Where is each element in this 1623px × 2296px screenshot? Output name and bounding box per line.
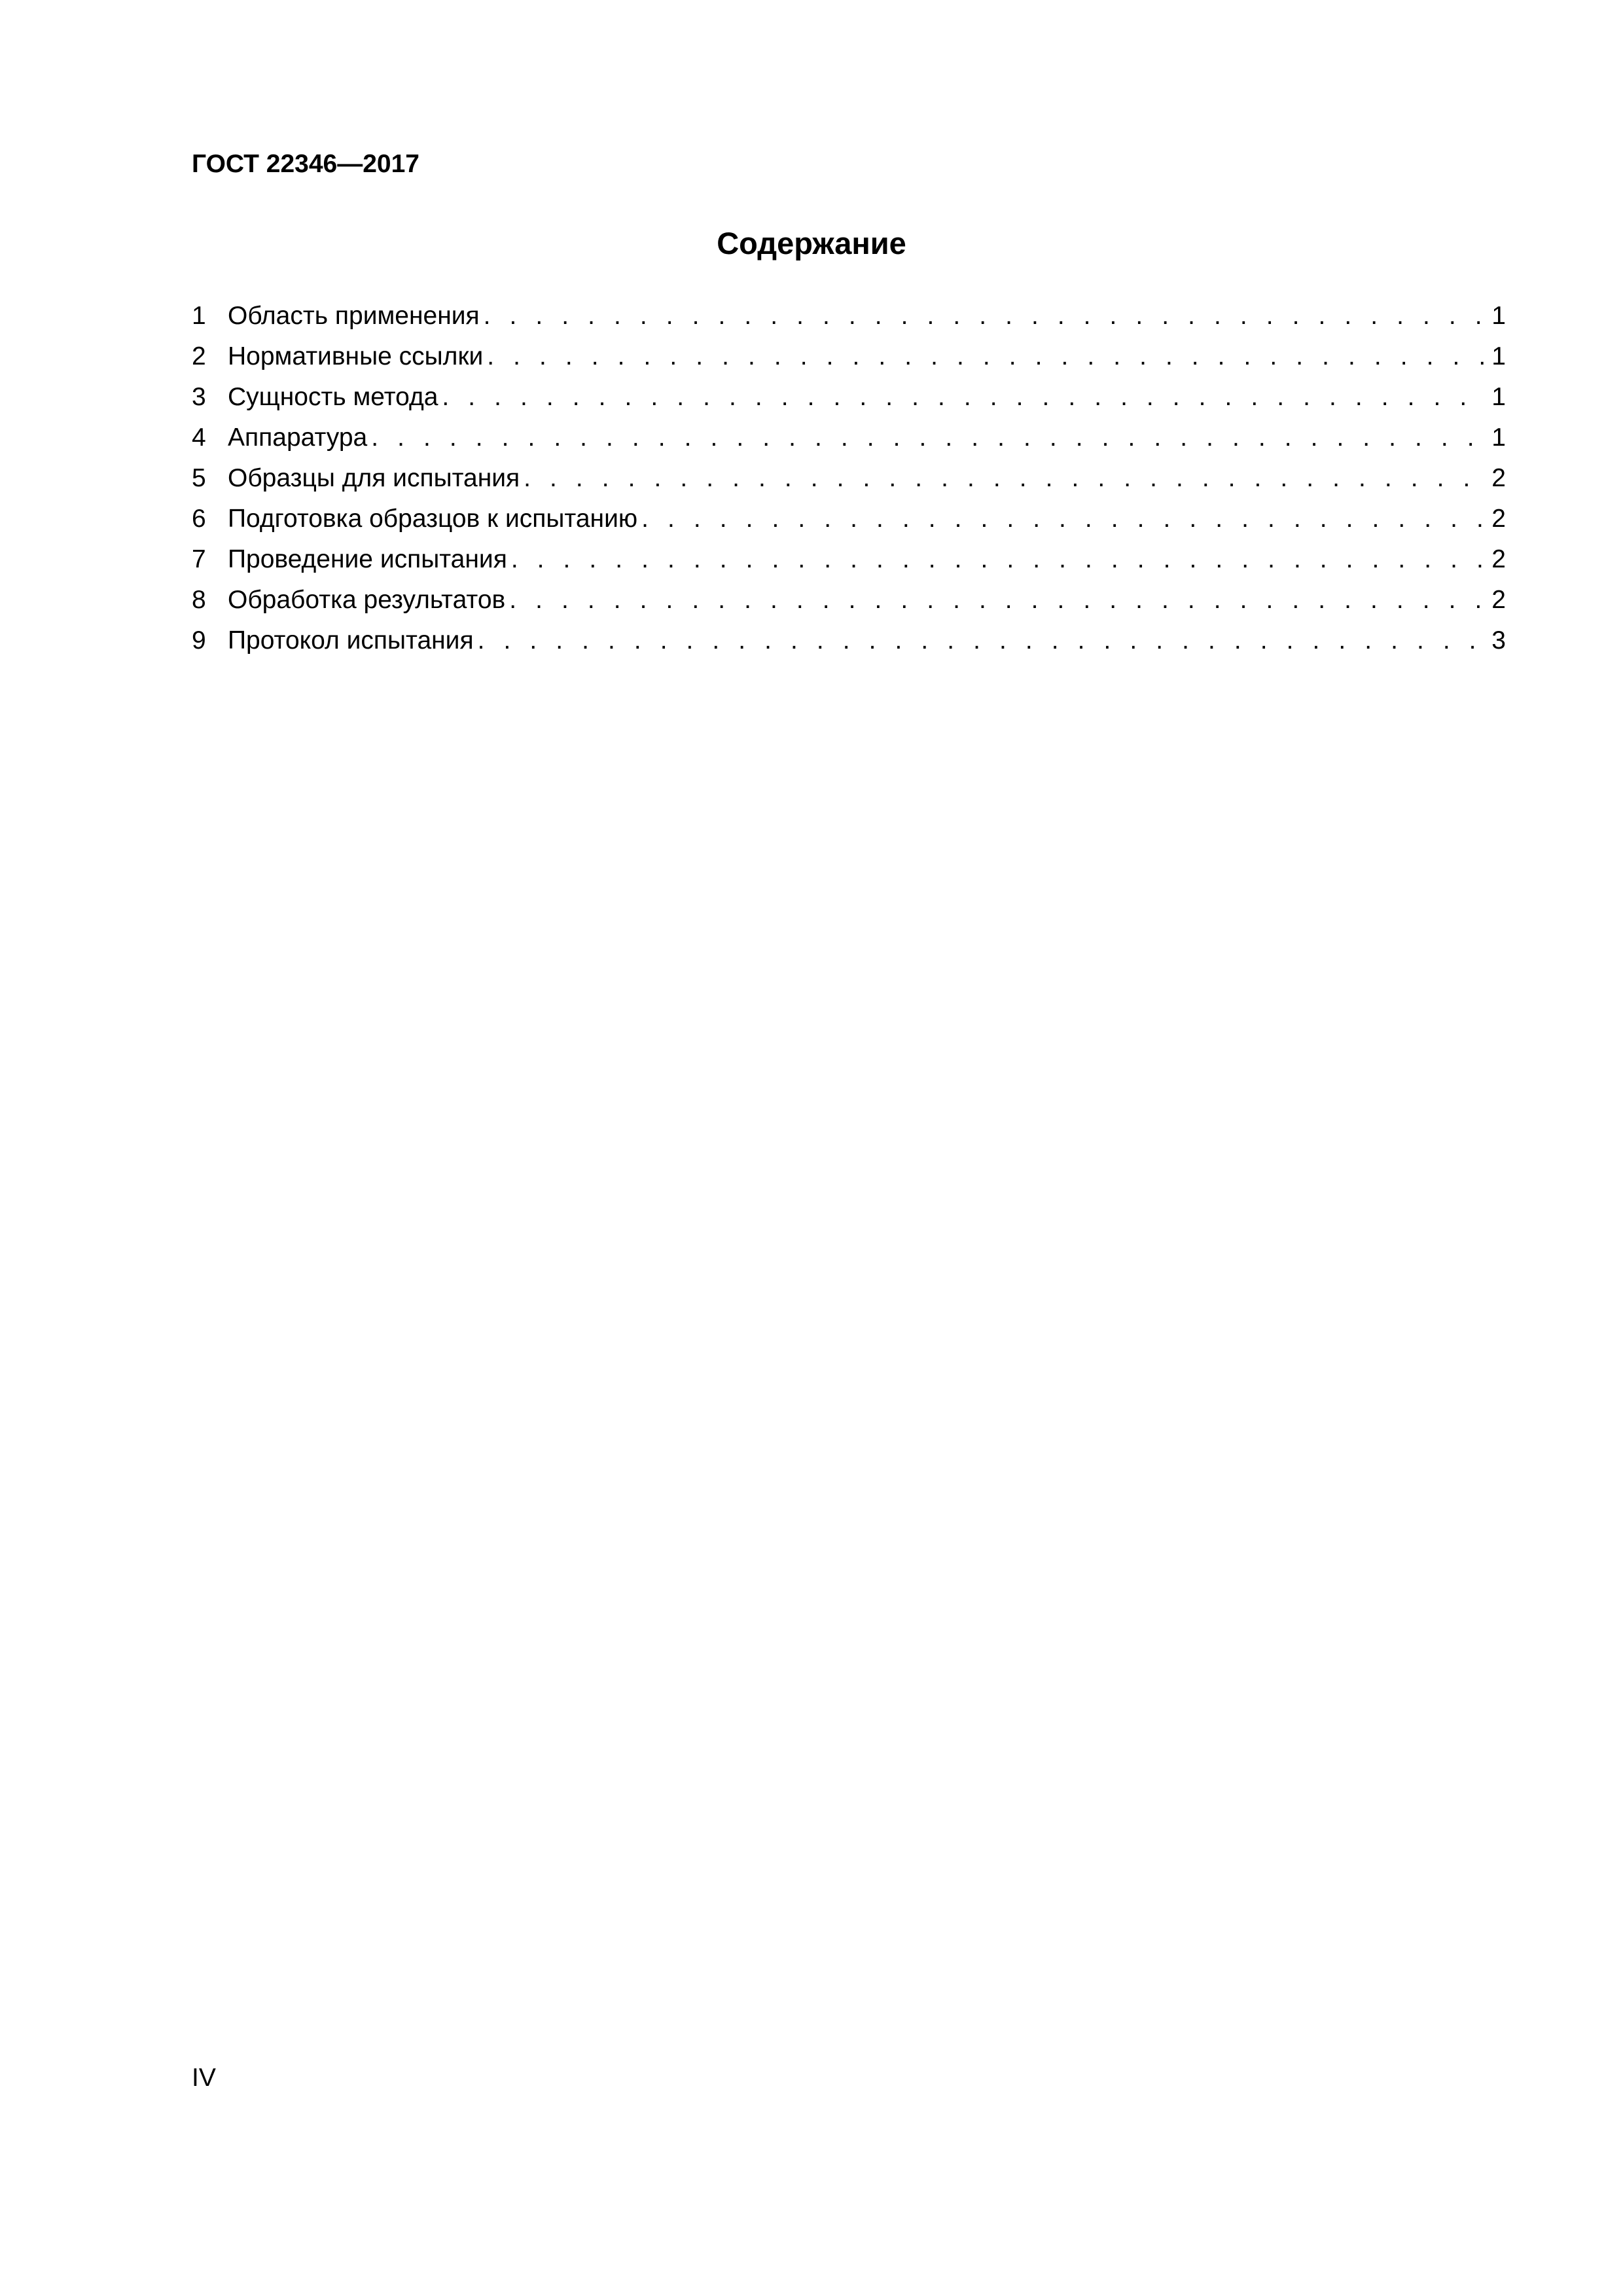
toc-entry-page: 2	[1491, 505, 1506, 533]
toc-leader-dots	[478, 626, 1486, 656]
toc-entry-label: Область применения	[228, 302, 480, 330]
toc-leader-dots	[511, 545, 1485, 575]
toc-entry-number: 2	[192, 342, 206, 370]
toc-entry-page: 1	[1491, 302, 1506, 330]
toc-entry-label: Обработка результатов	[228, 586, 506, 614]
toc-leader-dots	[641, 504, 1485, 534]
table-of-contents	[192, 301, 1506, 666]
toc-entry-number: 9	[192, 626, 206, 655]
toc-entry-specimen-preparation[interactable]	[192, 504, 1506, 545]
toc-entry-number: 6	[192, 505, 206, 533]
toc-entry-number: 3	[192, 383, 206, 411]
toc-leader-dots	[509, 585, 1485, 615]
toc-entry-label: Образцы для испытания	[228, 464, 520, 492]
page-number: IV	[192, 2064, 216, 2092]
toc-entry-label: Подготовка образцов к испытанию	[228, 505, 638, 533]
toc-entry-page: 1	[1491, 342, 1506, 370]
toc-title: Содержание	[717, 226, 906, 260]
toc-leader-dots	[371, 423, 1485, 453]
toc-entry-page: 2	[1491, 464, 1506, 492]
toc-entry-number: 4	[192, 423, 206, 452]
toc-entry-page: 1	[1491, 383, 1506, 411]
toc-entry-label: Аппаратура	[228, 423, 368, 452]
toc-entry-test-specimens[interactable]	[192, 463, 1506, 504]
toc-entry-page: 2	[1491, 586, 1506, 614]
toc-entry-label: Сущность метода	[228, 383, 438, 411]
toc-entry-method-essence[interactable]	[192, 382, 1506, 423]
toc-leader-dots	[442, 382, 1485, 412]
toc-entry-page: 2	[1491, 545, 1506, 573]
toc-entry-number: 1	[192, 302, 206, 330]
toc-entry-scope[interactable]	[192, 301, 1506, 342]
toc-entry-test-procedure[interactable]	[192, 545, 1506, 585]
toc-entry-page: 3	[1491, 626, 1506, 655]
toc-entry-label: Протокол испытания	[228, 626, 474, 655]
toc-entry-label: Проведение испытания	[228, 545, 507, 573]
toc-entry-number: 5	[192, 464, 206, 492]
toc-leader-dots	[487, 342, 1485, 372]
toc-entry-number: 7	[192, 545, 206, 573]
toc-entry-page: 1	[1491, 423, 1506, 452]
toc-leader-dots	[524, 463, 1485, 493]
toc-entry-label: Нормативные ссылки	[228, 342, 484, 370]
toc-entry-results-processing[interactable]	[192, 585, 1506, 626]
toc-entry-apparatus[interactable]	[192, 423, 1506, 463]
toc-entry-normative-references[interactable]	[192, 342, 1506, 382]
document-code: ГОСТ 22346—2017	[192, 150, 419, 178]
toc-entry-number: 8	[192, 586, 206, 614]
toc-entry-test-report[interactable]	[192, 626, 1506, 666]
toc-leader-dots	[484, 301, 1486, 331]
